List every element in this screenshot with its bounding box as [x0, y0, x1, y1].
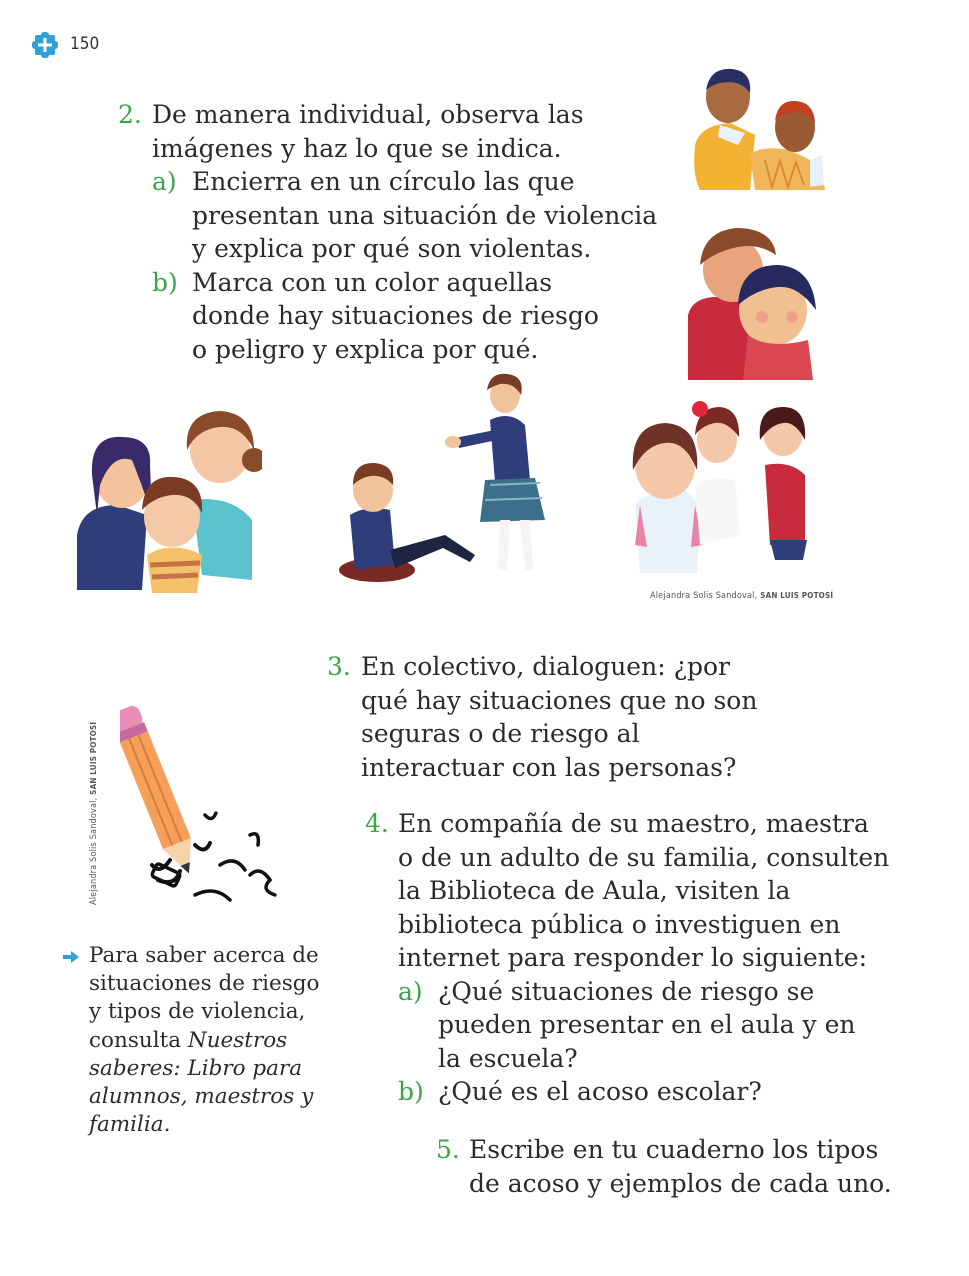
page-number: 150 [70, 34, 100, 54]
credit-place: SAN LUIS POTOSÍ [89, 721, 98, 795]
side-note-book-title: Nuestros saberes: Libro para alumnos, maestros y familia. [89, 1027, 314, 1138]
question-5 [436, 1133, 896, 1200]
item-letter: b) [398, 1077, 424, 1106]
illustration-hug [688, 225, 823, 380]
question-number: 3. [327, 652, 351, 681]
question-2 [118, 98, 658, 366]
credit-place: SAN LUIS POTOSÍ [760, 591, 834, 600]
question-text: En compañía de su maestro, maestra o de un adulto de su familia, consulten la Biblioteca de Aula, visiten la biblioteca pública o investiguen en internet para responder lo siguiente: [398, 809, 890, 972]
pencil-icon [120, 695, 290, 910]
illustration-pushing [335, 370, 550, 590]
question-text: De manera individual, observa las imágenes y haz lo que se indica. [152, 100, 584, 163]
question-text: En colectivo, dialoguen: ¿por qué hay situaciones que no son seguras o de riesgo al interactuar con las personas? [361, 652, 758, 782]
question-4 [365, 807, 890, 1109]
question-number: 2. [118, 100, 142, 129]
side-note-text: Para saber acerca de situaciones de riesgo y tipos de violencia, consulta [89, 943, 320, 1053]
item-text: ¿Qué situaciones de riesgo se pueden presentar en el aula y en la escuela? [438, 976, 856, 1073]
image-credit [650, 591, 833, 601]
illustration-group [625, 395, 815, 580]
item-letter: a) [152, 167, 177, 196]
item-letter: a) [398, 976, 423, 1006]
item-text: ¿Qué es el acoso escolar? [438, 1077, 762, 1106]
credit-name: Alejandra Solis Sandoval, [650, 591, 758, 601]
pencil-credit [89, 722, 99, 905]
item-text: Marca con un color aquellas donde hay situaciones de riesgo o peligro y explica por qué. [192, 267, 599, 364]
side-note [62, 942, 322, 1139]
arrow-right-icon [62, 950, 80, 964]
illustration-adult-child [690, 65, 830, 195]
question-number: 5. [436, 1135, 460, 1164]
question-3 [327, 650, 767, 784]
illustration-family [72, 405, 262, 595]
item-text: Encierra en un círculo las que presentan una situación de violencia y explica por qué son violentas. [192, 167, 658, 263]
question-text: Escribe en tu cuaderno los tipos de acoso y ejemplos de cada uno. [469, 1135, 892, 1198]
question-number: 4. [365, 809, 389, 838]
credit-name: Alejandra Solis Sandoval, [89, 797, 99, 905]
item-letter: b) [152, 267, 178, 297]
logo-icon [30, 30, 60, 60]
page-header [30, 30, 130, 60]
